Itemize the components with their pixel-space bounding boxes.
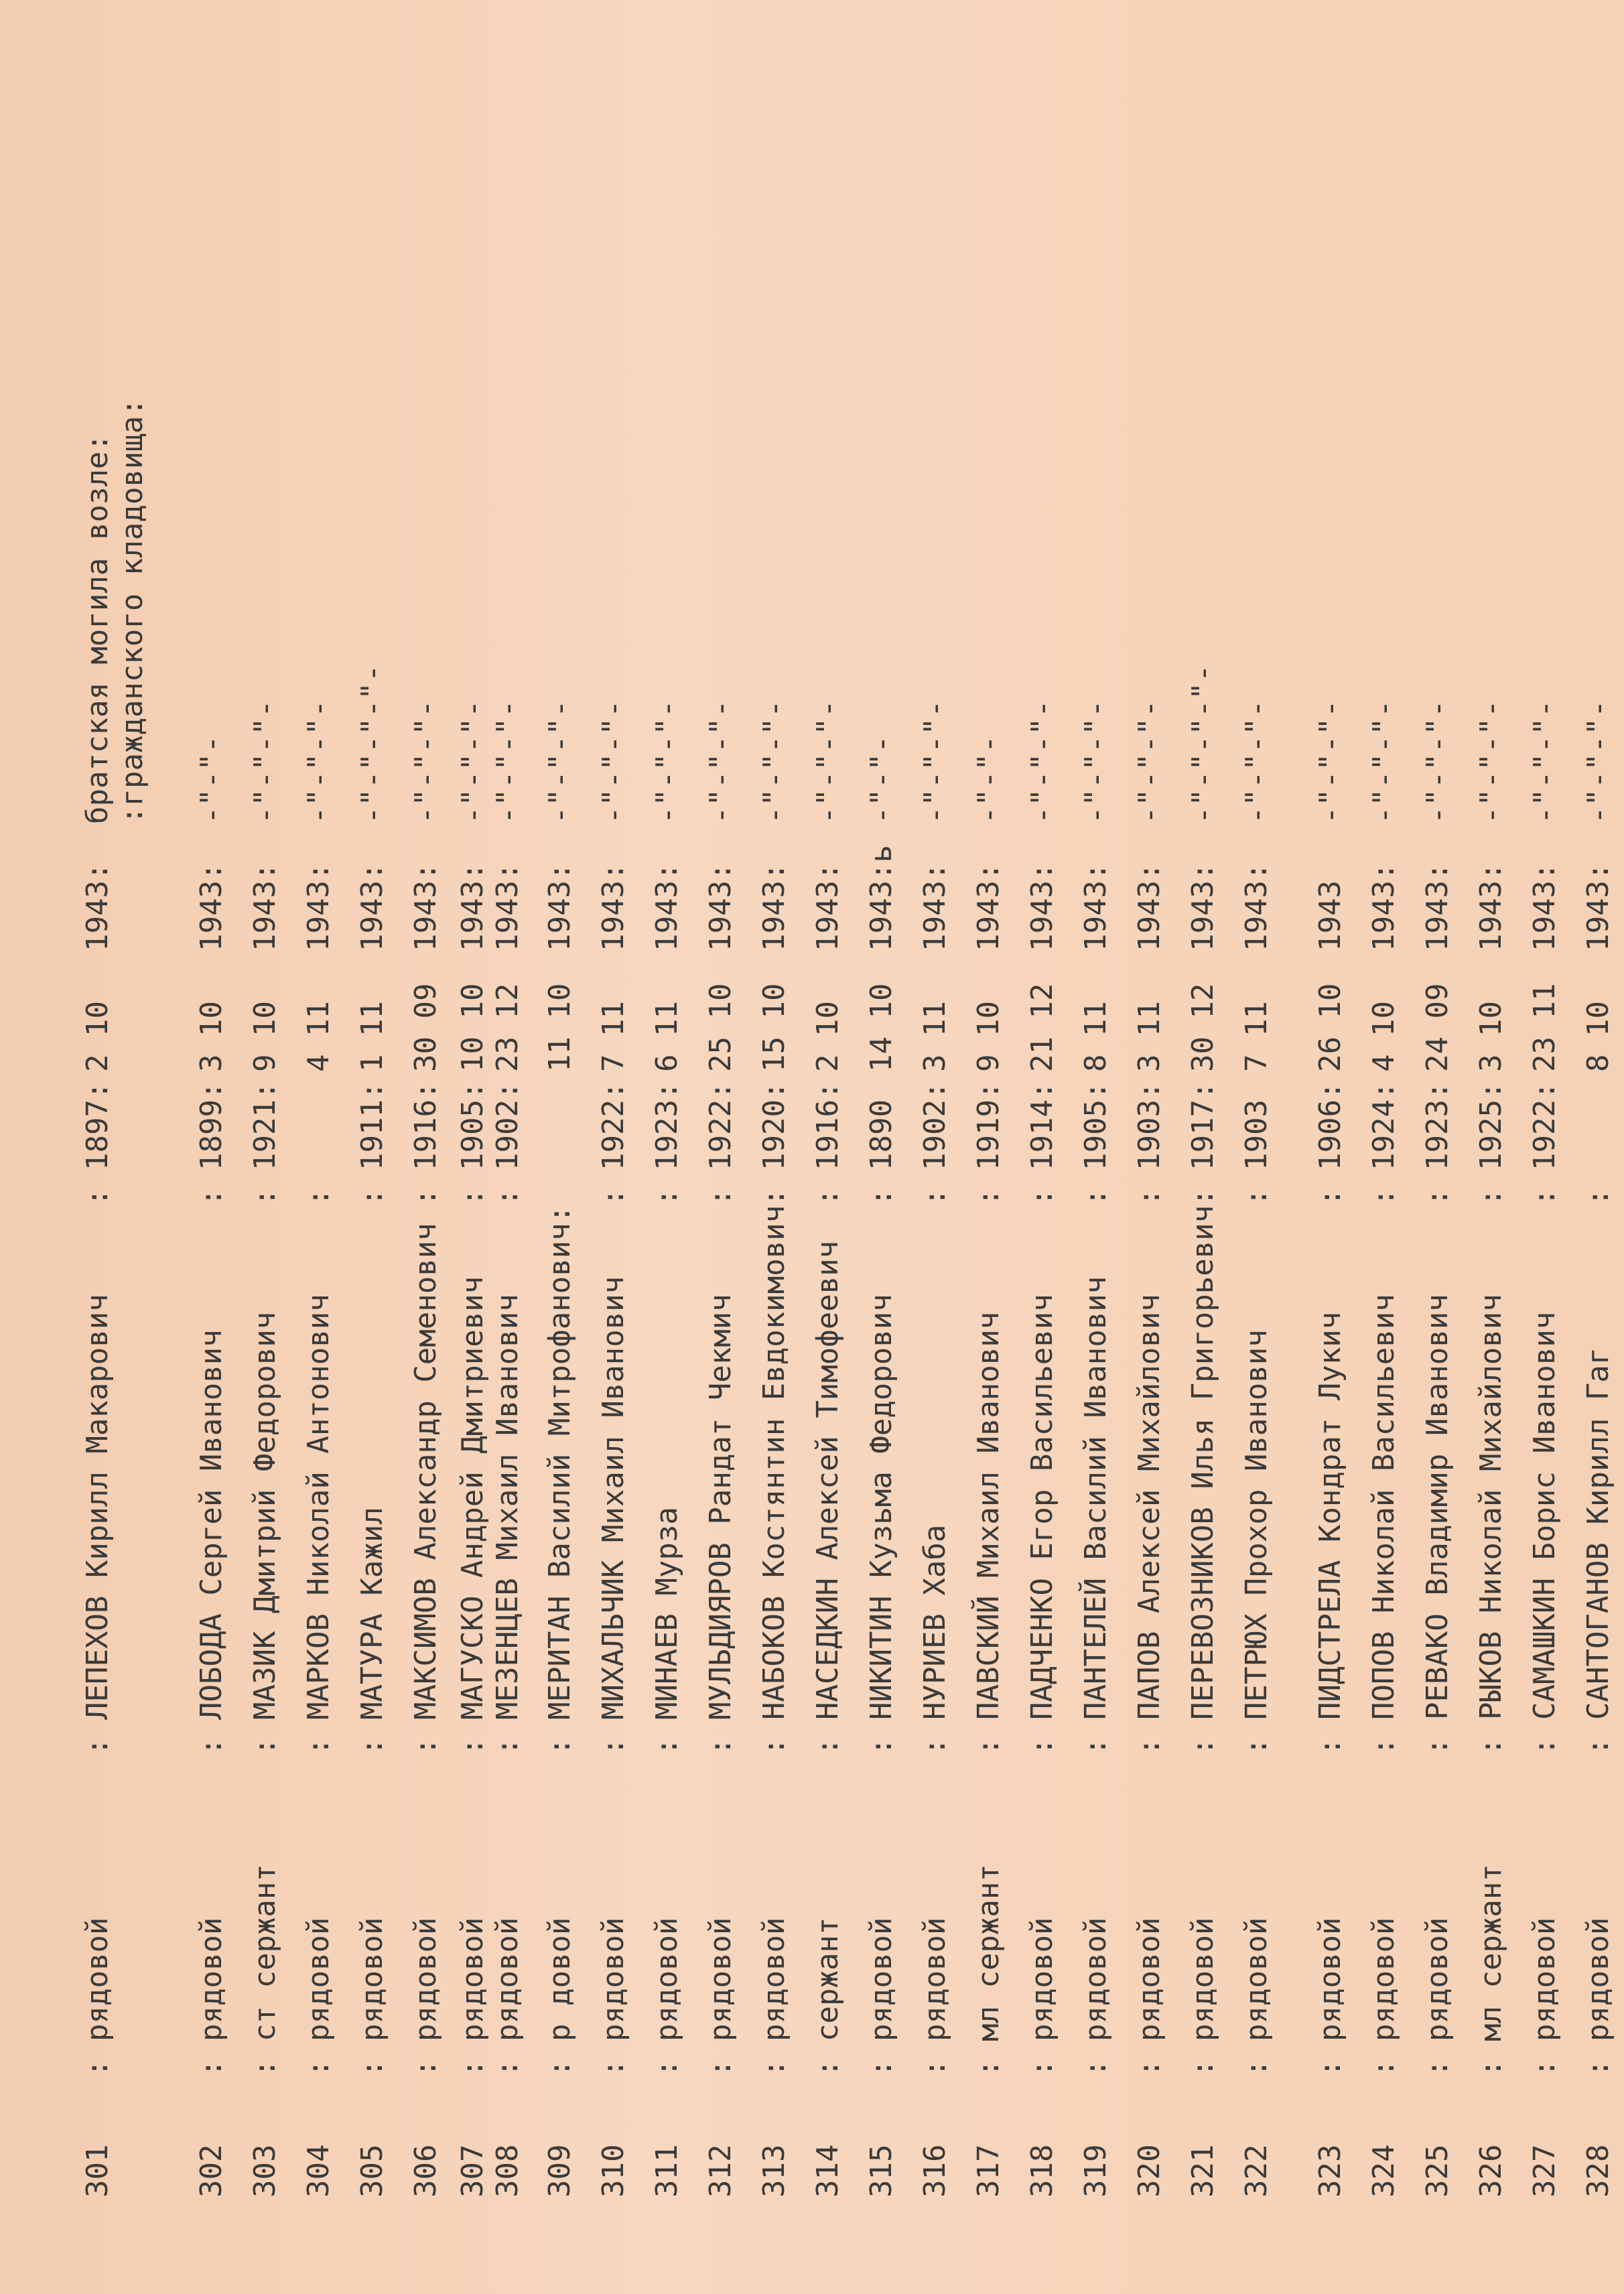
row-rank: : сержант: [811, 1917, 845, 2077]
row-name: : НАСЕДКИН Алексей Тимофеевич: [811, 1240, 845, 1755]
row-death-year: 1943:: [650, 862, 684, 951]
row-burial-place: -"-"-"-: [1025, 699, 1059, 824]
row-rank: : рядовой: [596, 1917, 630, 2077]
row-number: 323: [1313, 2144, 1347, 2198]
row-death-year: 1943:: [355, 862, 389, 951]
row-rank: : рядовой: [864, 1917, 898, 2077]
row-burial-place: -"-"-: [864, 735, 898, 824]
row-death-year: 1943:: [490, 862, 525, 951]
row-death-date: 2 10: [80, 1001, 115, 1072]
row-death-year: 1943: [1313, 880, 1347, 951]
row-death-date: 7 11: [1239, 1001, 1274, 1072]
row-rank: : рядовой: [1186, 1917, 1220, 2077]
row-birth-year: : 1916:: [811, 1081, 845, 1206]
row-death-date: 4 10: [1367, 1001, 1401, 1072]
row-death-year: 1943:: [194, 862, 228, 951]
row-burial-place: -"-"-: [971, 735, 1006, 824]
row-number: 309: [543, 2144, 577, 2198]
row-death-year: 1943:: [1420, 862, 1454, 951]
row-name: : ПОПОВ Николай Васильевич: [1367, 1294, 1401, 1755]
row-death-date: 2 10: [811, 1001, 845, 1072]
row-burial-place: -"-"-"-: [1079, 699, 1113, 824]
row-name: : МЕРИТАН Василий Митрофанович:: [543, 1205, 577, 1755]
row-rank: : рядовой: [1132, 1917, 1166, 2077]
row-number: 313: [757, 2144, 791, 2198]
row-number: 321: [1186, 2144, 1220, 2198]
row-name: : РЫКОВ Николай Михайлович: [1474, 1294, 1508, 1755]
row-death-date: 14 10: [864, 983, 898, 1072]
row-birth-year: : 1914:: [1025, 1081, 1059, 1206]
row-death-year: 1943:: [248, 862, 282, 951]
row-number: 317: [971, 2144, 1006, 2198]
row-birth-year: : 1923:: [650, 1081, 684, 1206]
row-burial-place: -"-"-"-: [1581, 699, 1615, 824]
row-death-year: 1943:: [1474, 862, 1508, 951]
row-death-date: 26 10: [1313, 983, 1347, 1072]
row-number: 324: [1367, 2144, 1401, 2198]
row-death-date: 3 10: [1474, 1001, 1508, 1072]
row-name: : МАРКОВ Николай Антонович: [301, 1294, 336, 1755]
row-burial-place: -"-"-"-"-: [355, 664, 389, 824]
row-burial-place: -"-"-"-: [811, 699, 845, 824]
row-burial-place: -"-"-"-: [757, 699, 791, 824]
row-birth-year: : 1902:: [918, 1081, 952, 1206]
row-death-date: 7 11: [596, 1001, 630, 1072]
row-birth-year: : 1920:: [757, 1081, 791, 1206]
row-death-year: 1943:: [1186, 862, 1220, 951]
row-death-year: 1943:: [1239, 862, 1274, 951]
row-number: 311: [650, 2144, 684, 2198]
row-rank: : рядовой: [1528, 1917, 1562, 2077]
row-birth-year: : 1923:: [1420, 1081, 1454, 1206]
row-name: : ЛОБОДА Сергей Иванович: [194, 1329, 228, 1755]
row-burial-place: -"-"-"-: [596, 699, 630, 824]
row-death-year: 1943:: [80, 862, 115, 951]
row-rank: : рядовой: [409, 1917, 443, 2077]
row-death-date: 30 12: [1186, 983, 1220, 1072]
row-death-year: 1943:: [811, 862, 845, 951]
row-burial-place: -"-"-"-: [1239, 699, 1274, 824]
row-number: 328: [1581, 2144, 1615, 2198]
row-name: : ПАПОВ Алексей Михайлович: [1132, 1294, 1166, 1755]
row-burial-place: -"-"-"-: [1420, 699, 1454, 824]
row-burial-place: -"-"-"-: [456, 699, 490, 824]
row-number: 306: [409, 2144, 443, 2198]
row-name: : МЕЗЕНЦЕВ Михаил Иванович: [490, 1294, 525, 1755]
row-number: 322: [1239, 2144, 1274, 2198]
row-death-year: 1943:ь: [864, 845, 898, 951]
row-name: : САНТОГАНОВ Кирилл Гаг: [1581, 1347, 1615, 1755]
row-birth-year: : 1903: [1239, 1099, 1274, 1206]
row-rank: : рядовой: [703, 1917, 738, 2077]
row-rank: : рядовой: [194, 1917, 228, 2077]
row-birth-year: : 1922:: [703, 1081, 738, 1206]
row-burial-place: -"-"-"-: [1313, 699, 1347, 824]
row-birth-year: : 1890: [864, 1099, 898, 1206]
row-number: 305: [355, 2144, 389, 2198]
row-rank: : рядовой: [355, 1917, 389, 2077]
row-rank: : р довой: [543, 1917, 577, 2077]
row-name: : ПАВСКИЙ Михаил Иванович: [971, 1311, 1006, 1755]
row-death-year: 1943:: [1528, 862, 1562, 951]
row-name: : НАБОКОВ Костянтин Евдокимович: [757, 1205, 791, 1755]
row-death-year: 1943:: [703, 862, 738, 951]
row-birth-year: :: [301, 1188, 336, 1206]
row-birth-year: : 1905:: [1079, 1081, 1113, 1206]
row-birth-year: : 1903:: [1132, 1081, 1166, 1206]
row-name: : НУРИЕВ Хаба: [918, 1524, 952, 1755]
row-burial-place: -"-"-"-: [490, 699, 525, 824]
row-death-year: 1943:: [1079, 862, 1113, 951]
row-number: 310: [596, 2144, 630, 2198]
row-death-date: 21 12: [1025, 983, 1059, 1072]
row-number: 326: [1474, 2144, 1508, 2198]
row-name: : ПЕРЕВОЗНИКОВ Илья Григорьевич: [1186, 1205, 1220, 1755]
row-death-date: 9 10: [971, 1001, 1006, 1072]
row-birth-year: : 1899:: [194, 1081, 228, 1206]
row-rank: : рядовой: [1313, 1917, 1347, 2077]
row-name: : МИХАЛЬЧИК Михаил Иванович: [596, 1276, 630, 1755]
row-rank: : ст сержант: [248, 1864, 282, 2077]
row-name: : МИНАЕВ Мурза: [650, 1507, 684, 1755]
row-number: 302: [194, 2144, 228, 2198]
row-burial-place: -"-"-"-: [703, 699, 738, 824]
row-name: : МАКСИМОВ Александр Семенович: [409, 1223, 443, 1755]
row-number: 303: [248, 2144, 282, 2198]
row-burial-place: -"-"-"-: [1132, 699, 1166, 824]
row-birth-year: : 1925:: [1474, 1081, 1508, 1206]
row-death-date: 8 11: [1079, 1001, 1113, 1072]
row-death-date: 6 11: [650, 1001, 684, 1072]
row-burial-place: -"-"-"-: [1528, 699, 1562, 824]
row-birth-year: : 1924:: [1367, 1081, 1401, 1206]
row-death-year: 1943:: [1367, 862, 1401, 951]
row-death-year: 1943:: [1025, 862, 1059, 951]
row-death-date: 15 10: [757, 983, 791, 1072]
row-burial-place: -"-"-"-: [650, 699, 684, 824]
row-birth-year: : 1922:: [1528, 1081, 1562, 1206]
row-number: 304: [301, 2144, 336, 2198]
row-death-year: 1943:: [971, 862, 1006, 951]
row-burial-place: -"-"-"-: [543, 699, 577, 824]
row-rank: : рядовой: [301, 1917, 336, 2077]
row-death-date: 23 11: [1528, 983, 1562, 1072]
row-birth-year: : 1917:: [1186, 1081, 1220, 1206]
row-death-date: 30 09: [409, 983, 443, 1072]
row-death-date: 3 10: [194, 1001, 228, 1072]
row-name: : ПАДЧЕНКО Егор Васильевич: [1025, 1294, 1059, 1755]
row-rank: : мл сержант: [971, 1864, 1006, 2077]
row-number: 316: [918, 2144, 952, 2198]
row-burial-place: -"-"-: [194, 735, 228, 824]
row-death-date: 1 11: [355, 1001, 389, 1072]
row-death-date: 24 09: [1420, 983, 1454, 1072]
row-burial-place: -"-"-"-: [409, 699, 443, 824]
row-number: 319: [1079, 2144, 1113, 2198]
row-death-date: 3 11: [918, 1001, 952, 1072]
row-death-year: 1943:: [301, 862, 336, 951]
row-name: : ПИДСТРЕЛА Кондрат Лукич: [1313, 1311, 1347, 1755]
row-number: 315: [864, 2144, 898, 2198]
row-number: 327: [1528, 2144, 1562, 2198]
row-name: : ЛЕПЕХОВ Кирилл Макарович: [80, 1294, 115, 1755]
row-death-date: 11 10: [543, 983, 577, 1072]
row-death-year: 1943:: [409, 862, 443, 951]
row-burial-place: братская могила возле:: [80, 433, 115, 824]
row-name: : ПАНТЕЛЕЙ Василий Иванович: [1079, 1276, 1113, 1755]
row-name: : МУЛЬДИЯРОВ Рандат Чекмич: [703, 1294, 738, 1755]
row-rank: : рядовой: [1420, 1917, 1454, 2077]
row-number: 314: [811, 2144, 845, 2198]
row-burial-place: :гражданского кладовища:: [115, 398, 149, 824]
row-rank: : рядовой: [456, 1917, 490, 2077]
row-name: : САМАШКИН Борис Иванович: [1528, 1311, 1562, 1755]
row-number: 312: [703, 2144, 738, 2198]
row-burial-place: -"-"-"-: [248, 699, 282, 824]
row-rank: : рядовой: [918, 1917, 952, 2077]
row-rank: : рядовой: [757, 1917, 791, 2077]
row-rank: : рядовой: [650, 1917, 684, 2077]
row-rank: : рядовой: [1367, 1917, 1401, 2077]
row-death-year: 1943:: [757, 862, 791, 951]
row-birth-year: : 1911:: [355, 1081, 389, 1206]
row-burial-place: -"-"-"-: [1367, 699, 1401, 824]
row-rank: : мл сержант: [1474, 1864, 1508, 2077]
row-death-year: 1943:: [1581, 862, 1615, 951]
row-birth-year: : 1922:: [596, 1081, 630, 1206]
row-death-date: 4 11: [301, 1001, 336, 1072]
row-death-date: 3 11: [1132, 1001, 1166, 1072]
row-number: 325: [1420, 2144, 1454, 2198]
row-death-year: 1943:: [543, 862, 577, 951]
row-death-year: 1943:: [918, 862, 952, 951]
row-death-date: 23 12: [490, 983, 525, 1072]
row-number: 320: [1132, 2144, 1166, 2198]
row-name: : МАТУРА Кажил: [355, 1507, 389, 1755]
row-name: : МАГУСКО Андрей Дмитриевич: [456, 1276, 490, 1755]
row-number: 318: [1025, 2144, 1059, 2198]
row-rank: : рядовой: [1239, 1917, 1274, 2077]
row-birth-year: : 1916:: [409, 1081, 443, 1206]
row-burial-place: -"-"-"-: [918, 699, 952, 824]
row-burial-place: -"-"-"-"-: [1186, 664, 1220, 824]
row-birth-year: : 1897:: [80, 1081, 115, 1206]
row-rank: : рядовой: [80, 1917, 115, 2077]
row-rank: : рядовой: [1079, 1917, 1113, 2077]
row-name: : ПЕТРЮХ Прохор Иванович: [1239, 1329, 1274, 1755]
row-birth-year: : 1906:: [1313, 1081, 1347, 1206]
row-number: 308: [490, 2144, 525, 2198]
row-death-date: 10 10: [456, 983, 490, 1072]
row-rank: : рядовой: [1025, 1917, 1059, 2077]
row-birth-year: : 1921:: [248, 1081, 282, 1206]
row-number: 307: [456, 2144, 490, 2198]
row-birth-year: :: [1581, 1188, 1615, 1206]
row-burial-place: -"-"-"-: [301, 699, 336, 824]
row-death-date: 8 10: [1581, 1001, 1615, 1072]
row-death-date: 9 10: [248, 1001, 282, 1072]
row-rank: : рядовой: [1581, 1917, 1615, 2077]
row-birth-year: : 1905:: [456, 1081, 490, 1206]
row-name: : НИКИТИН Кузьма Федорович: [864, 1294, 898, 1755]
row-death-date: 25 10: [703, 983, 738, 1072]
row-birth-year: : 1919:: [971, 1081, 1006, 1206]
row-death-year: 1943:: [596, 862, 630, 951]
typed-table: [67, 107, 1615, 2211]
row-burial-place: -"-"-"-: [1474, 699, 1508, 824]
row-death-year: 1943:: [1132, 862, 1166, 951]
row-name: : МАЗИК Дмитрий Федорович: [248, 1311, 282, 1755]
row-death-year: 1943:: [456, 862, 490, 951]
row-rank: : рядовой: [490, 1917, 525, 2077]
row-name: : РЕВАКО Владимир Иванович: [1420, 1294, 1454, 1755]
row-number: 301: [80, 2144, 115, 2198]
row-birth-year: : 1902:: [490, 1081, 525, 1206]
